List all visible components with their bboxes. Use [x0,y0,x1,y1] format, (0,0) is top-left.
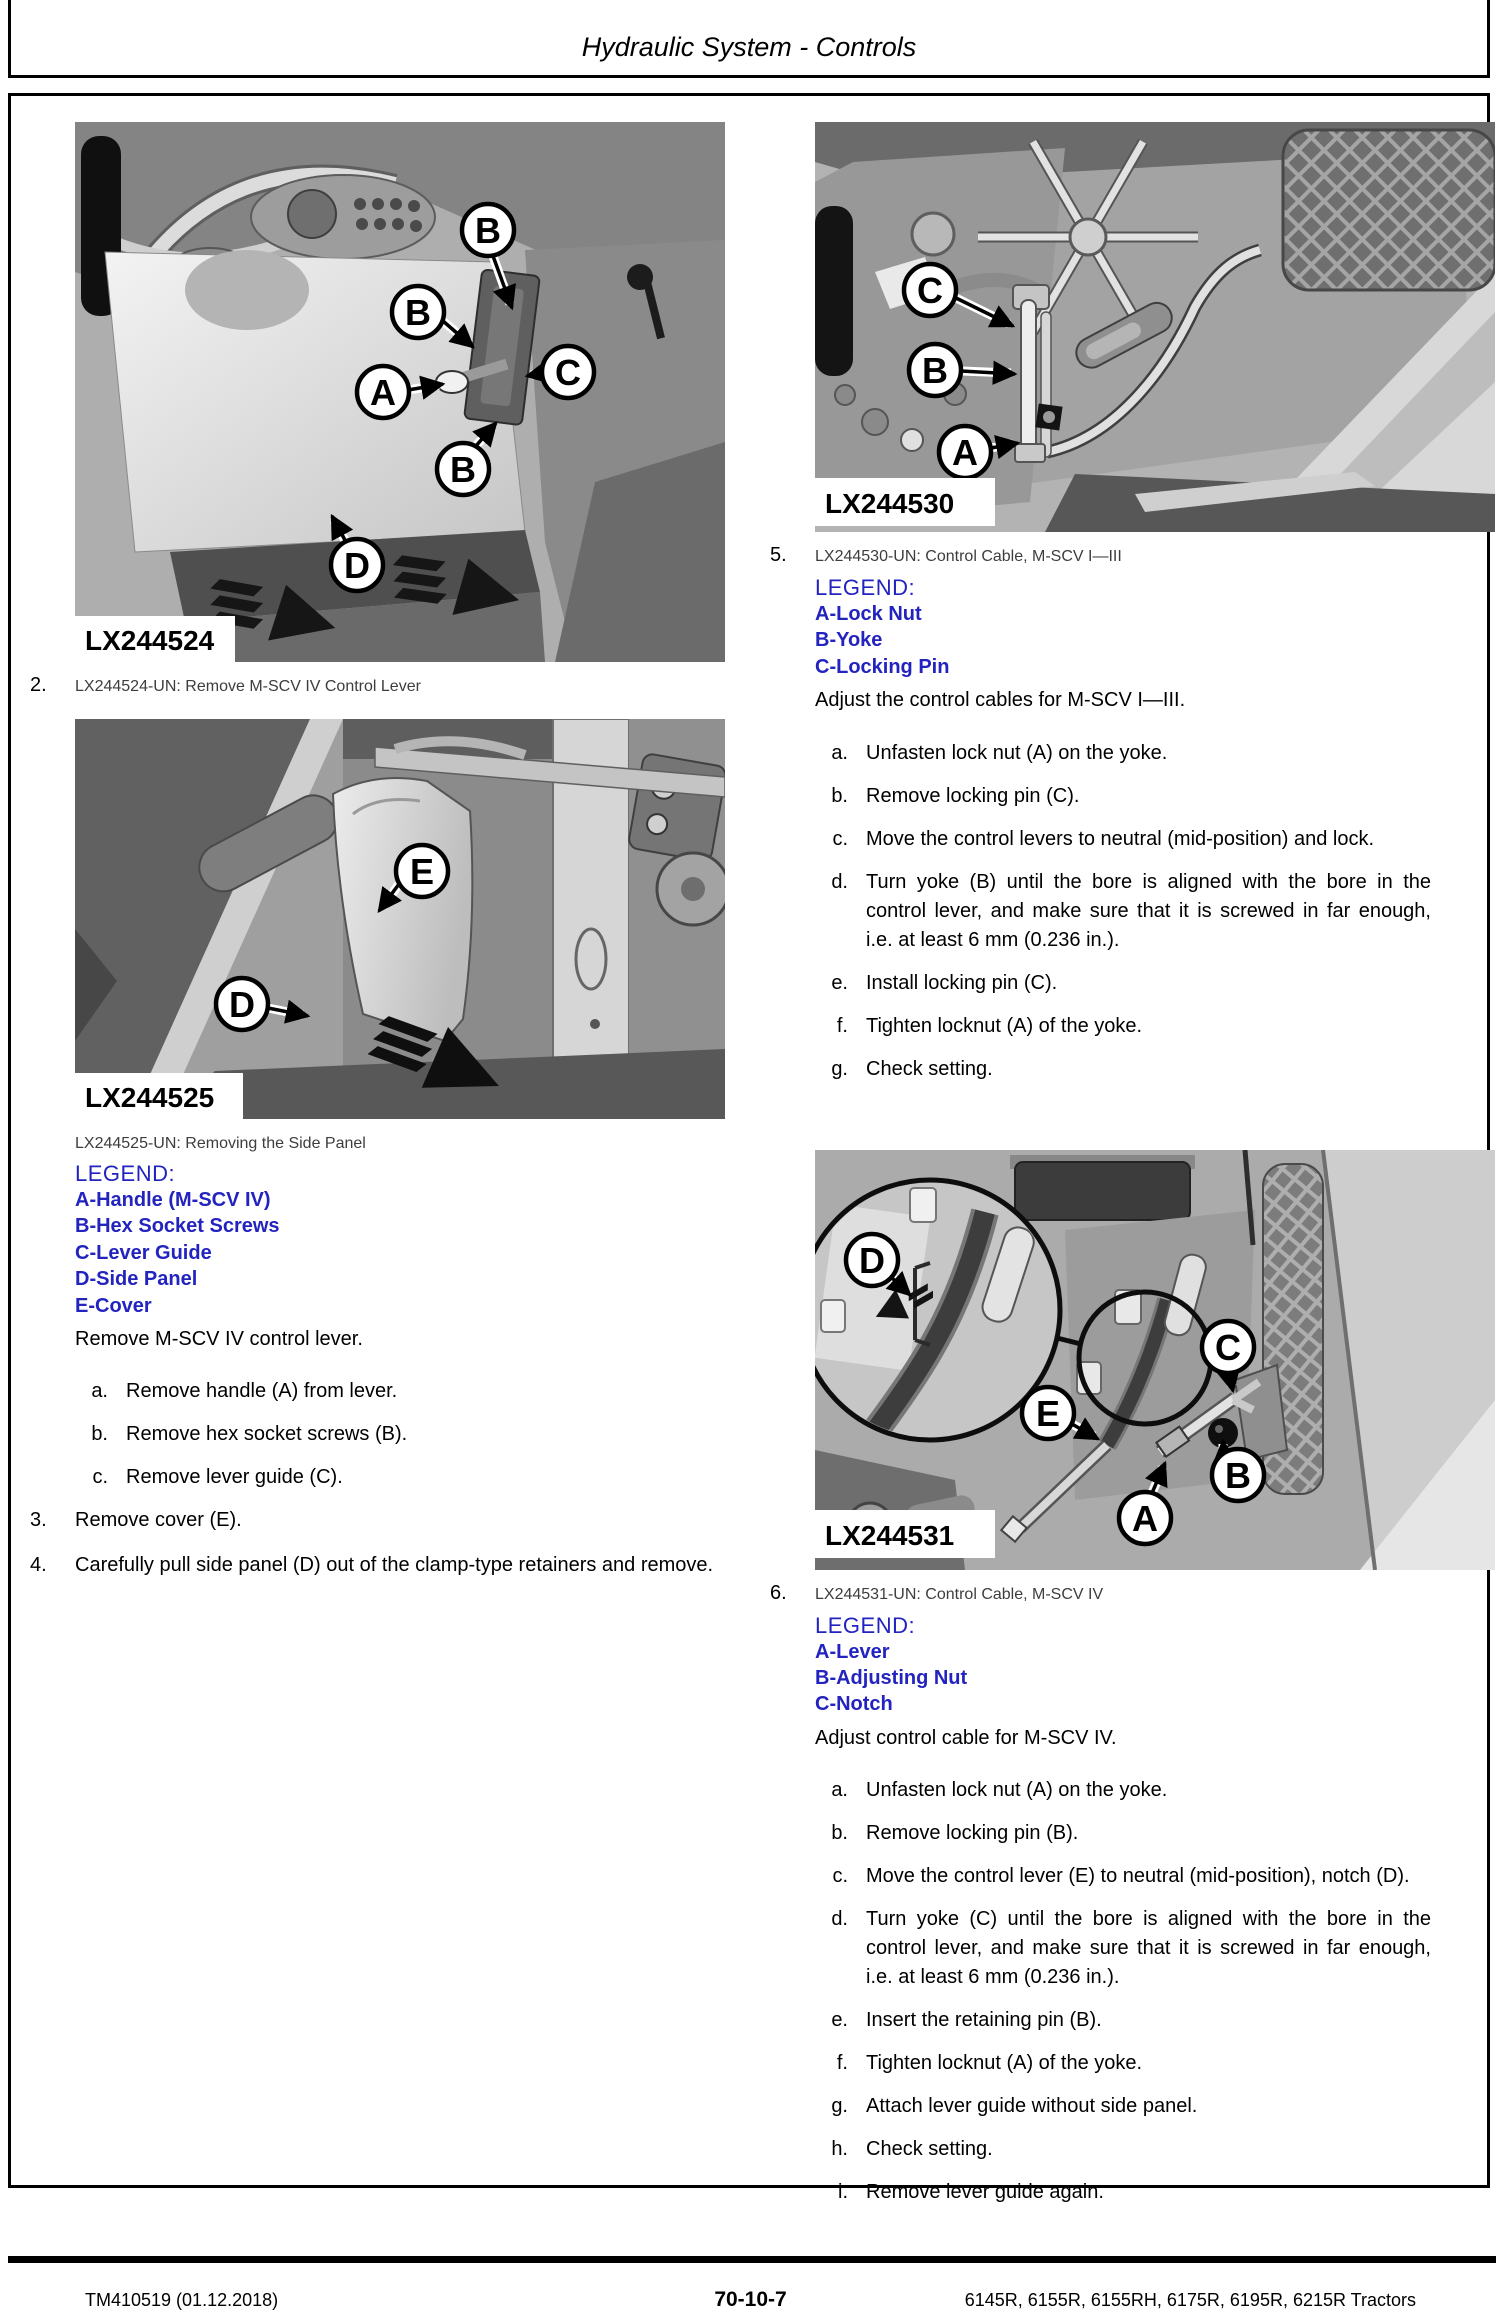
step-6-row [770,1582,1484,1605]
figure-lx244525 [75,719,730,1119]
step-5-substeps [818,739,1484,1084]
svg-text:C: C [917,270,943,311]
substep: b. Remove locking pin (B). [831,1822,1079,1845]
footer-rule [8,2256,1496,2263]
page-footer [0,2288,1504,2312]
figure-caption: LX244524-UN: Remove M-SCV IV Control Lever [75,678,421,695]
legend-item: C-Lever Guide [75,1241,212,1264]
figure-lx244531 [815,1150,1484,1570]
svg-text:B: B [450,449,476,490]
substep: d. Turn yoke (C) until the bore is aligned with the bore in the control lever, and make sure that it is screwed in far enough, i.e. at least 6 mm (0.236 in.). [831,1908,1431,1989]
side-panel-surface [105,252,525,552]
figure-lx244530 [815,122,1484,532]
svg-text:E: E [409,851,435,892]
step-number: 6. [770,1581,787,1604]
substep: c. Move the control lever (E) to neutral (mid-position), notch (D). [832,1865,1410,1888]
figure-lx244524 [75,122,730,662]
console-pod [251,175,435,259]
substep: a. Unfasten lock nut (A) on the yoke. [831,1779,1168,1802]
substep: f. Tighten locknut (A) of the yoke. [836,1014,1143,1037]
substep: e. Insert the retaining pin (B). [831,2009,1102,2032]
figure-lx244524-illustration [75,122,725,662]
svg-text:A: A [370,372,396,413]
legend-item: B-Hex Socket Screws [75,1215,280,1238]
substep: h. Check setting. [831,2138,993,2161]
legend-item: A-Lever [815,1640,890,1663]
legend-item: B-Adjusting Nut [815,1666,968,1689]
figure-label: LX244531 [825,1519,955,1551]
legend-heading: LEGEND: [75,1161,176,1186]
figure-lx244530-illustration [815,122,1495,532]
page-title: Hydraulic System - Controls [581,32,917,62]
yoke [1015,444,1045,462]
substep: b. Remove locking pin (C). [831,784,1080,807]
step-6-substeps [818,1776,1484,2207]
svg-text:D: D [344,545,370,586]
step-text: Carefully pull side panel (D) out of the clamp-type retainers and remove. [75,1553,714,1576]
header-box [8,0,1490,78]
legend-item: C-Locking Pin [815,655,950,678]
legend-item: B-Yoke [815,629,883,652]
svg-text:A: A [952,432,978,473]
legend-heading: LEGEND: [815,1612,916,1638]
legend-item: A-Lock Nut [815,603,922,625]
figure-caption: LX244530-UN: Control Cable, M-SCV I—III [815,548,1122,565]
substep: a. Unfasten lock nut (A) on the yoke. [831,741,1168,764]
step-4-row [30,1551,730,1579]
step-5-text: Adjust the control cables for M-SCV I—III. [815,689,1186,712]
figure-caption: LX244531-UN: Control Cable, M-SCV IV [815,1585,1104,1603]
legend-block [815,575,1484,680]
substep: e. Install locking pin (C). [831,971,1058,994]
substep: c. Remove lever guide (C). [92,1466,343,1489]
substep: b. Remove hex socket screws (B). [91,1423,408,1446]
step-2-row [30,674,730,697]
figure-lx244531-illustration [815,1150,1495,1570]
svg-text:B: B [922,350,948,391]
legend-item: C-Notch [815,1693,893,1716]
figure-label: LX244524 [85,625,215,656]
control-cable-rod [1021,300,1036,452]
substep: f. Tighten locknut (A) of the yoke. [836,2052,1143,2075]
step-2-text: Remove M-SCV IV control lever. [75,1327,363,1350]
step-2-substeps [78,1377,730,1492]
legend-item: A-Handle (M-SCV IV) [75,1189,271,1211]
right-column [770,122,1484,2221]
left-column [30,122,730,1579]
control-lever-knob [436,371,468,393]
grille [1283,130,1495,290]
substep: i. Remove lever guide again. [838,2181,1104,2204]
substep: g. Check setting. [831,1057,993,1080]
substep: g. Attach lever guide without side panel. [831,2095,1198,2118]
legend-item: D-Side Panel [75,1268,198,1291]
step-5-row [770,544,1484,567]
substep: d. Turn yoke (B) until the bore is aligned with the bore in the control lever, and make sure that it is screwed in far enough, i.e. at least 6 mm (0.236 in.). [831,870,1431,951]
footer-models: 6145R, 6155R, 6155RH, 6175R, 6195R, 6215R Tractors [964,2290,1417,2310]
footer-document-id: TM410519 (01.12.2018) [85,2290,279,2310]
step-number: 5. [770,544,787,566]
figure-label: LX244525 [85,1082,215,1113]
svg-text:B: B [405,292,431,333]
legend-block [815,1613,1484,1718]
substep: c. Move the control levers to neutral (mid-position) and lock. [832,827,1375,850]
svg-text:D: D [859,1239,885,1281]
footer-page-number: 70-10-7 [714,2288,787,2311]
svg-text:A: A [1132,1497,1158,1539]
legend-block [75,1161,730,1319]
legend-item: E-Cover [75,1294,152,1317]
legend-heading: LEGEND: [815,575,916,600]
step-number: 3. [30,1509,47,1532]
svg-text:B: B [1225,1454,1251,1496]
svg-text:D: D [229,984,255,1025]
figure-lx244525-illustration [75,719,725,1119]
svg-text:C: C [555,352,581,393]
figure-caption: LX244525-UN: Removing the Side Panel [75,1135,366,1152]
figure-label: LX244530 [825,488,955,519]
svg-text:C: C [1215,1326,1241,1368]
substep: a. Remove handle (A) from lever. [91,1380,398,1403]
svg-text:B: B [475,210,501,251]
step-number: 2. [30,674,47,696]
svg-text:E: E [1035,1392,1061,1434]
step-3-row [30,1506,730,1534]
seat-edge [815,206,853,376]
step-6-text: Adjust control cable for M-SCV IV. [815,1726,1117,1749]
step-number: 4. [30,1553,47,1576]
step-text: Remove cover (E). [75,1509,242,1532]
